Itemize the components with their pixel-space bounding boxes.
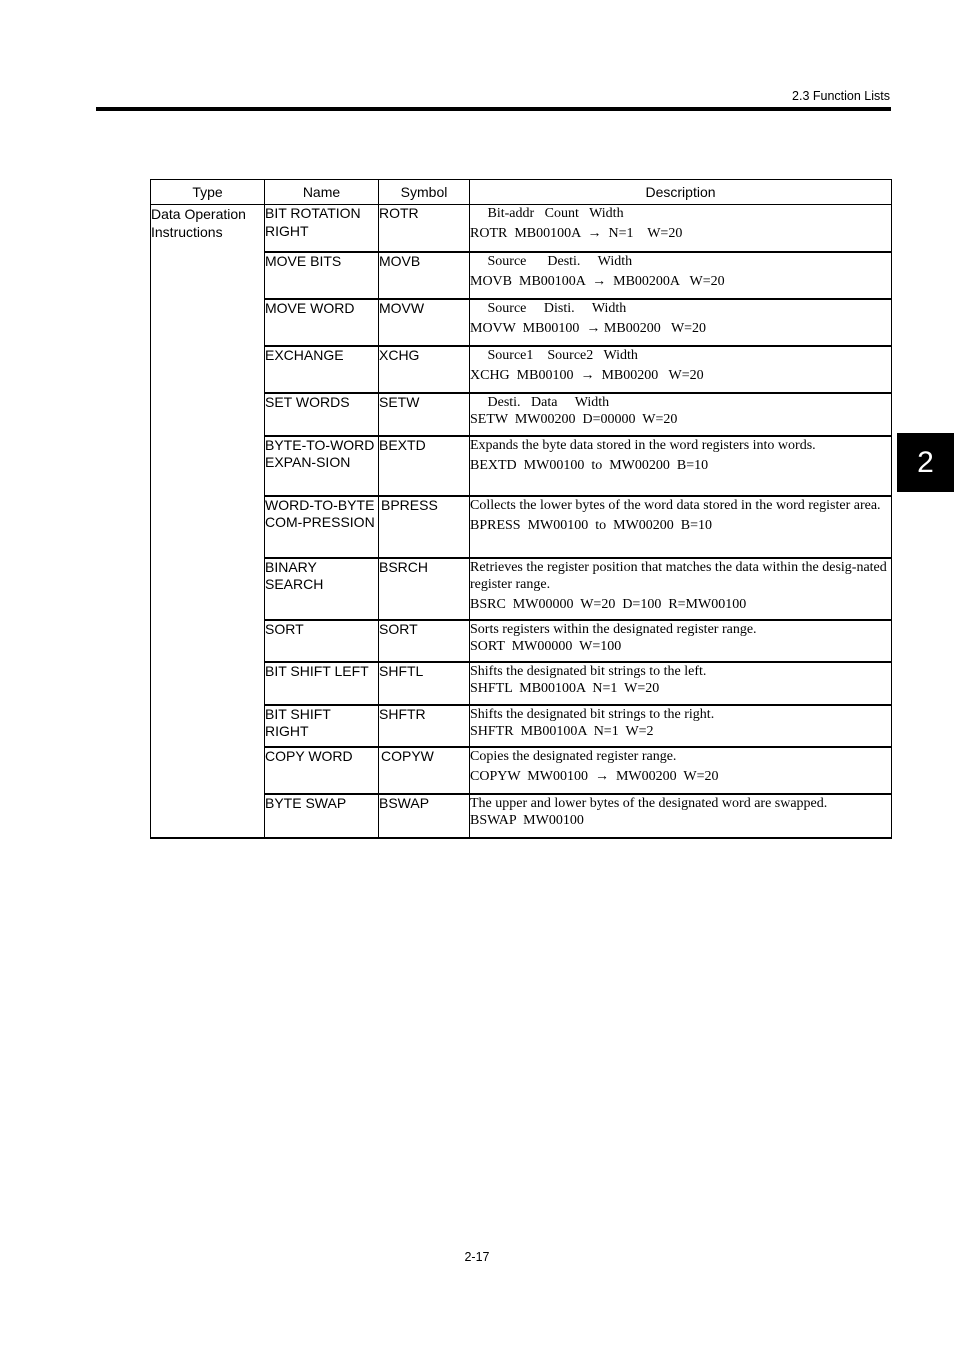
symbol-cell: SHFTL bbox=[379, 662, 470, 705]
symbol-cell: MOVB bbox=[379, 252, 470, 299]
name-cell: SET WORDS bbox=[265, 393, 379, 436]
description-text: Retrieves the register position that matches the data within the desig-nated register range. bbox=[470, 559, 887, 592]
description-text: Shifts the designated bit strings to the right. bbox=[470, 706, 715, 722]
description-cell bbox=[470, 794, 892, 838]
operand-labels: Source Disti. Width bbox=[470, 300, 627, 316]
description-text: Sorts registers within the designated register range. bbox=[470, 621, 757, 637]
instruction-example: MOVB MB00100A → MB00200A W=20 bbox=[470, 273, 725, 289]
instruction-example: SORT MW00000 W=100 bbox=[470, 638, 622, 654]
description-cell bbox=[470, 747, 892, 794]
column-header-symbol: Symbol bbox=[379, 180, 470, 205]
page-number: 2-17 bbox=[464, 1250, 490, 1264]
column-header-name: Name bbox=[265, 180, 379, 205]
chapter-tab: 2 bbox=[897, 433, 954, 492]
instruction-example: BEXTD MW00100 to MW00200 B=10 bbox=[470, 457, 709, 473]
symbol-cell: SORT bbox=[379, 620, 470, 662]
instruction-example: BPRESS MW00100 to MW00200 B=10 bbox=[470, 517, 713, 533]
symbol-cell: BPRESS bbox=[379, 496, 470, 558]
column-header-type: Type bbox=[151, 180, 265, 205]
description-cell bbox=[470, 252, 892, 299]
description-text: Collects the lower bytes of the word data stored in the word register area. bbox=[470, 497, 881, 513]
symbol-cell: SETW bbox=[379, 393, 470, 436]
header-rule bbox=[96, 107, 891, 111]
description-text: Expands the byte data stored in the word registers into words. bbox=[470, 437, 816, 453]
table-row bbox=[151, 205, 892, 252]
symbol-cell: COPYW bbox=[379, 747, 470, 794]
symbol-cell: ROTR bbox=[379, 205, 470, 252]
instruction-example: MOVW MB00100 → MB00200 W=20 bbox=[470, 320, 707, 336]
name-cell: COPY WORD bbox=[265, 747, 379, 794]
description-cell bbox=[470, 558, 892, 620]
symbol-cell: BSRCH bbox=[379, 558, 470, 620]
description-cell bbox=[470, 346, 892, 393]
name-cell: EXCHANGE bbox=[265, 346, 379, 393]
description-cell bbox=[470, 705, 892, 747]
description-cell bbox=[470, 620, 892, 662]
name-cell: MOVE WORD bbox=[265, 299, 379, 346]
description-cell bbox=[470, 205, 892, 252]
description-cell bbox=[470, 393, 892, 436]
instruction-example: SETW MW00200 D=00000 W=20 bbox=[470, 411, 678, 427]
symbol-cell: XCHG bbox=[379, 346, 470, 393]
column-header-description: Description bbox=[470, 180, 892, 205]
function-list-table bbox=[150, 179, 892, 839]
operand-labels: Desti. Data Width bbox=[470, 394, 610, 410]
description-cell bbox=[470, 436, 892, 496]
instruction-example: SHFTL MB00100A N=1 W=20 bbox=[470, 680, 660, 696]
name-cell: BINARY SEARCH bbox=[265, 558, 379, 620]
name-cell: WORD-TO-BYTE COM-PRESSION bbox=[265, 496, 379, 558]
name-cell: BIT SHIFT LEFT bbox=[265, 662, 379, 705]
instruction-example: BSRC MW00000 W=20 D=100 R=MW00100 bbox=[470, 596, 747, 612]
description-cell bbox=[470, 299, 892, 346]
description-text: Copies the designated register range. bbox=[470, 748, 677, 764]
operand-labels: Source Desti. Width bbox=[470, 253, 633, 269]
symbol-cell: BSWAP bbox=[379, 794, 470, 838]
operand-labels: Bit-addr Count Width bbox=[470, 206, 624, 221]
name-cell: MOVE BITS bbox=[265, 252, 379, 299]
operand-labels: Source1 Source2 Width bbox=[470, 347, 638, 363]
instruction-example: BSWAP MW00100 bbox=[470, 812, 584, 828]
instruction-example: SHFTR MB00100A N=1 W=2 bbox=[470, 723, 654, 739]
symbol-cell: SHFTR bbox=[379, 705, 470, 747]
name-cell: BYTE-TO-WORD EXPAN-SION bbox=[265, 436, 379, 496]
instruction-example: COPYW MW00100 → MW00200 W=20 bbox=[470, 768, 719, 784]
symbol-cell: MOVW bbox=[379, 299, 470, 346]
type-cell: Data Operation Instructions bbox=[151, 205, 265, 838]
description-cell bbox=[470, 496, 892, 558]
section-header-title: 2.3 Function Lists bbox=[792, 89, 890, 103]
name-cell: BIT SHIFT RIGHT bbox=[265, 705, 379, 747]
instruction-example: ROTR MB00100A → N=1 W=20 bbox=[470, 226, 683, 241]
name-cell: BYTE SWAP bbox=[265, 794, 379, 838]
symbol-cell: BEXTD bbox=[379, 436, 470, 496]
name-cell: SORT bbox=[265, 620, 379, 662]
name-cell: BIT ROTATION RIGHT bbox=[265, 205, 379, 252]
instruction-example: XCHG MB00100 → MB00200 W=20 bbox=[470, 367, 704, 383]
description-cell bbox=[470, 662, 892, 705]
description-text: Shifts the designated bit strings to the left. bbox=[470, 663, 707, 679]
description-text: The upper and lower bytes of the designated word are swapped. bbox=[470, 795, 828, 811]
table-header-row bbox=[151, 180, 892, 205]
